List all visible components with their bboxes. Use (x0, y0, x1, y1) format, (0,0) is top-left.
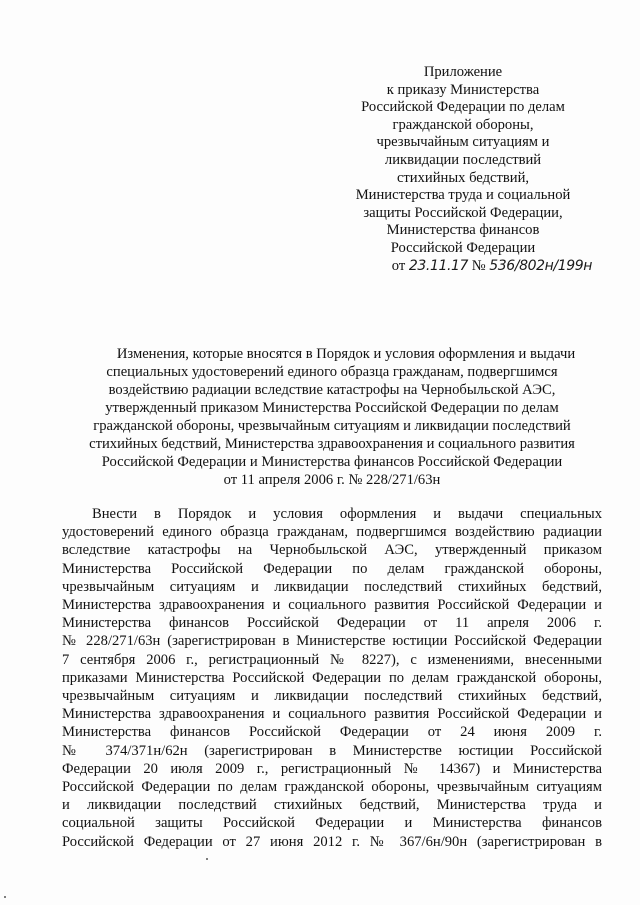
body-line: Министерства здравоохранения и социального развития Российской Федерации и (62, 597, 602, 614)
body-line: социальной защиты Российской Федерации и Министерства финансов (62, 815, 602, 832)
title-line: Изменения, которые вносятся в Порядок и условия оформления и выдачи (116, 346, 576, 362)
title-line: воздействию радиации вследствие катастрофы на Чернобыльской АЭС, (108, 382, 556, 398)
scan-speck (4, 896, 6, 898)
title-line: гражданской обороны, чрезвычайным ситуациям и ликвидации последствий (93, 418, 571, 434)
body-line: № 374/371н/62н (зарегистрирован в Министерстве юстиции Российской (62, 742, 602, 759)
appendix-line: Приложение (423, 64, 503, 80)
body-line: Министерства Российской Федерации по делам гражданской обороны, (62, 560, 602, 577)
appendix-line: Министерства финансов (386, 222, 540, 239)
body-line: 7 сентября 2006 г., регистрационный № 8227), с изменениями, внесенными (62, 651, 602, 668)
body-line: Российской Федерации по делам гражданской обороны, чрезвычайным ситуациям (62, 779, 602, 796)
document-title (62, 345, 602, 489)
body-line: и ликвидации последствий стихийных бедствий, Министерства труда и (62, 797, 602, 814)
appendix-line: к приказу Министерства (386, 81, 540, 98)
title-line: утвержденный приказом Министерства Российской Федерации по делам (105, 400, 559, 416)
body-line: Внести в Порядок и условия оформления и выдачи специальных (92, 506, 602, 522)
appendix-line: чрезвычайным ситуациям и (376, 134, 550, 151)
body-line: вследствие катастрофы на Чернобыльской АЭС, утвержденный приказом (62, 542, 602, 559)
title-line: стихийных бедствий, Министерства здравоохранения и социального развития (89, 436, 575, 452)
body-line: № 228/271/63н (зарегистрирован в Министерстве юстиции Российской Федерации (62, 633, 602, 650)
body-paragraph (62, 505, 602, 851)
appendix-line: стихийных бедствий, (396, 169, 530, 186)
appendix-line: Министерства труда и социальной (355, 187, 571, 204)
appendix-header (330, 64, 596, 275)
title-line: от 11 апреля 2006 г. № 228/271/63н (223, 472, 441, 488)
appendix-line: защиты Российской Федерации, (363, 204, 563, 221)
body-line: Министерства здравоохранения и социального развития Российской Федерации и (62, 706, 602, 723)
appendix-line: Российской Федерации по делам (361, 99, 565, 116)
title-line: Российской Федерации и Министерства финансов Российской Федерации (101, 454, 563, 470)
body-line: Российской Федерации от 27 июня 2012 г. № 367/6н/90н (зарегистрирован в (62, 833, 602, 850)
body-line: Федерации 20 июля 2009 г., регистрационный № 14367) и Министерства (62, 760, 602, 777)
body-line: удостоверений единого образца гражданам, подвергшимся воздействию радиации (62, 524, 602, 541)
appendix-line: Российской Федерации (390, 239, 536, 256)
body-line: чрезвычайным ситуациям и ликвидации последствий стихийных бедствий, (62, 578, 602, 595)
title-line: специальных удостоверений единого образца гражданам, подвергшимся (106, 364, 558, 380)
order-date: 23.11.17 (408, 257, 469, 274)
body-line: Министерства финансов Российской Федерации от 24 июня 2009 г. (62, 724, 602, 741)
body-line: приказами Министерства Российской Федерации по делам гражданской обороны, (62, 669, 602, 686)
scan-speck (206, 858, 208, 860)
appendix-line: гражданской обороны, (392, 116, 534, 133)
body-line: чрезвычайным ситуациям и ликвидации последствий стихийных бедствий, (62, 688, 602, 705)
order-number-prefix: № (471, 257, 486, 274)
order-reference (330, 258, 596, 276)
order-number: 536/802н/199н (489, 257, 592, 274)
order-prefix: от (391, 257, 406, 274)
body-line: Министерства финансов Российской Федерации от 11 апреля 2006 г. (62, 615, 602, 632)
appendix-line: ликвидации последствий (384, 151, 542, 168)
